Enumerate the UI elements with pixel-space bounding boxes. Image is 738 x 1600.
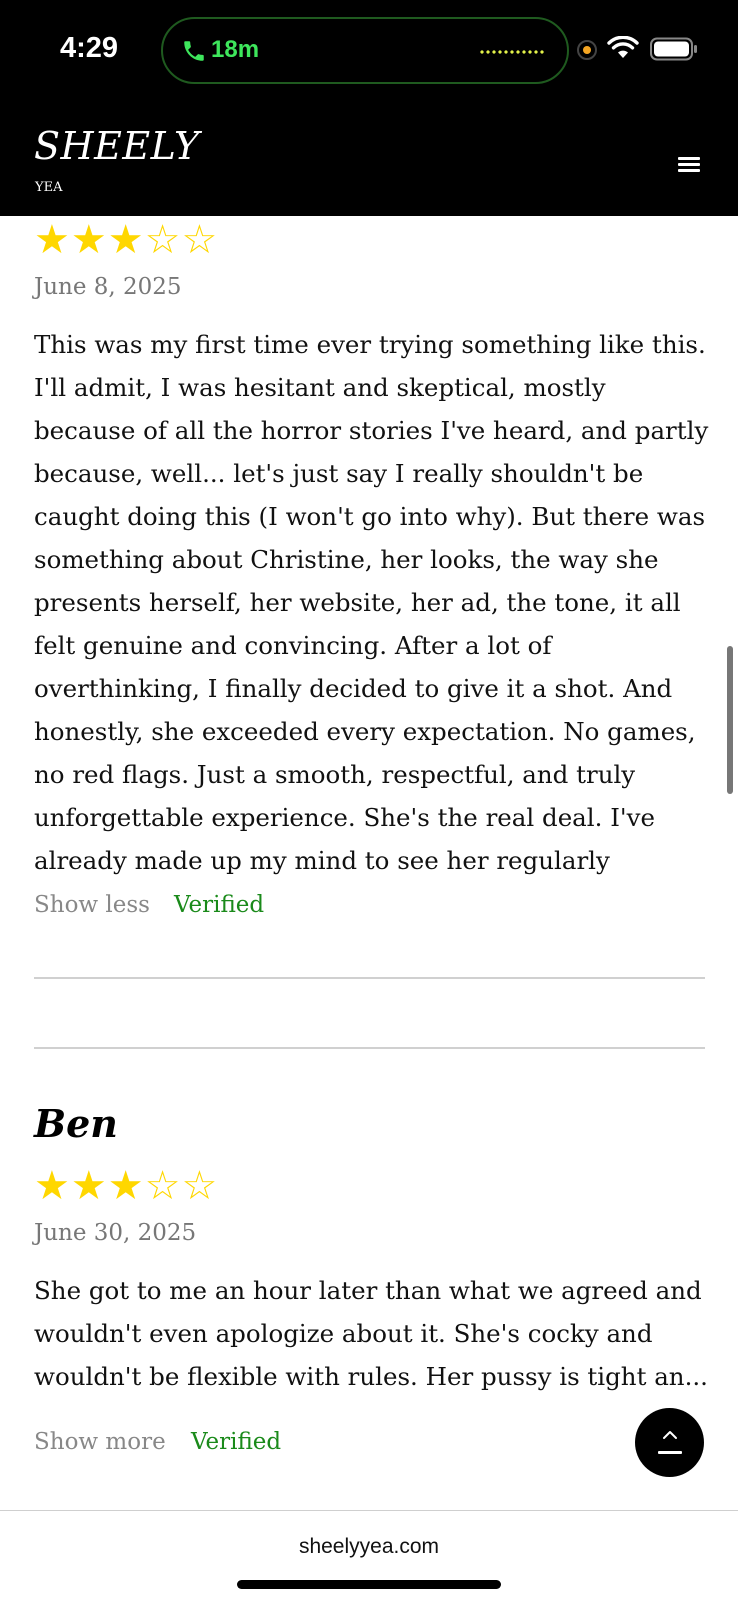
site-header xyxy=(0,98,738,216)
review-divider xyxy=(34,1047,705,1049)
phone-icon xyxy=(181,37,207,65)
scrollbar[interactable] xyxy=(727,646,733,794)
site-logo[interactable]: SHEELY xyxy=(34,124,200,168)
review-text: She got to me an hour later than what we agreed and wouldn't even apologize about it. She's cocky and wouldn't be flexible with rules. Her pussy is tight an... xyxy=(34,1276,708,1391)
browser-address-bar[interactable] xyxy=(0,1510,738,1600)
active-call-pill[interactable] xyxy=(161,17,569,84)
microphone-indicator-icon xyxy=(577,40,597,60)
wifi-icon xyxy=(607,36,639,60)
home-indicator[interactable] xyxy=(237,1580,501,1589)
hamburger-menu-icon[interactable] xyxy=(678,157,700,173)
show-less-button[interactable]: Show less xyxy=(34,892,150,918)
call-duration: 18m xyxy=(211,36,260,63)
scroll-to-top-button[interactable] xyxy=(635,1408,704,1477)
star-rating: ★★★☆☆ xyxy=(34,1163,219,1209)
audio-waveform-icon xyxy=(479,50,545,54)
show-more-button[interactable]: Show more xyxy=(34,1429,166,1455)
reviews-list xyxy=(0,216,738,1510)
review-date: June 30, 2025 xyxy=(34,1220,197,1246)
star-rating: ★★★☆☆ xyxy=(34,217,219,263)
verified-badge: Verified xyxy=(174,892,265,918)
clock: 4:29 xyxy=(60,32,119,64)
arrow-up-icon xyxy=(655,1426,685,1458)
site-logo-subtitle: YEA xyxy=(35,180,63,195)
url-label[interactable]: sheelyyea.com xyxy=(298,1535,440,1558)
review-text: This was my first time ever trying something like this. I'll admit, I was hesitant and skeptical, mostly because of all the horror stories I've heard, and partly because, well... let's just say I really shouldn't be caught doing this (I won't go into why). But there was something about Christine, her looks, the way she presents herself, her website, her ad, the tone, it all felt genuine and convincing. After a lot of overthinking, I finally decided to give it a shot. And honestly, she exceeded every expectation. No games, no red flags. Just a smooth, respectful, and truly unforgettable experience. She's the real deal. I've already made up my mind to see her regularly xyxy=(34,330,709,875)
battery-icon xyxy=(650,37,698,61)
review-divider xyxy=(34,977,705,979)
status-bar xyxy=(0,0,738,98)
verified-badge: Verified xyxy=(191,1429,282,1455)
reviewer-name: Ben xyxy=(34,1101,118,1146)
review-date: June 8, 2025 xyxy=(34,274,182,300)
